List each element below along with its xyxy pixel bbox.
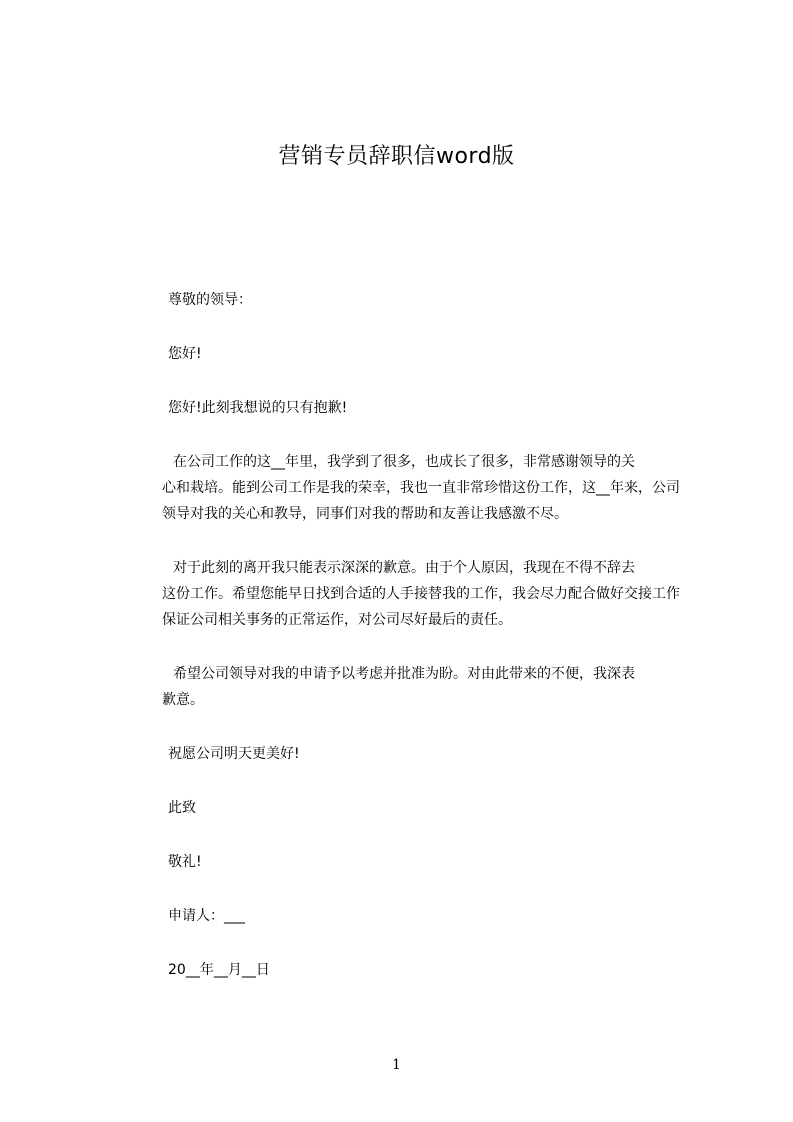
paragraph-line: 对于此刻的离开我只能表示深深的歉意。由于个人原因，我现在不得不辞去 (173, 560, 635, 576)
letter-body (162, 287, 703, 983)
paragraph-gratitude (162, 449, 703, 527)
paragraph-line: 歉意。 (162, 692, 204, 708)
paragraph-line: 领导对我的关心和教导，同事们对我的帮助和友善让我感激不尽。 (162, 506, 568, 522)
wish-line: 祝愿公司明天更美好! (168, 746, 300, 762)
date-line: 20__年__月__日 (168, 962, 270, 978)
paragraph-request (162, 661, 703, 713)
page-number: 1 (392, 1057, 401, 1073)
applicant-line: 申请人：___ (168, 908, 245, 924)
paragraph-line: 这份工作。希望您能早日找到合适的人手接替我的工作，我会尽力配合做好交接工作 (162, 586, 680, 602)
paragraph-line: 在公司工作的这__年里，我学到了很多，也成长了很多，非常感谢领导的关 (173, 454, 635, 470)
paragraph-line: 心和栽培。能到公司工作是我的荣幸，我也一直非常珍惜这份工作，这__年来，公司 (162, 480, 680, 496)
document-title: 营销专员辞职信word版 (278, 144, 515, 169)
closing-cizhi: 此致 (168, 800, 196, 816)
greeting: 您好! (168, 346, 202, 362)
paragraph-line: 希望公司领导对我的申请予以考虑并批准为盼。对由此带来的不便，我深表 (173, 666, 635, 682)
closing-jingli: 敬礼! (168, 854, 202, 870)
paragraph-apology (162, 555, 703, 633)
opening-line: 您好!此刻我想说的只有抱歉! (168, 400, 348, 416)
paragraph-line: 保证公司相关事务的正常运作，对公司尽好最后的责任。 (162, 612, 512, 628)
salutation: 尊敬的领导： (168, 292, 252, 308)
